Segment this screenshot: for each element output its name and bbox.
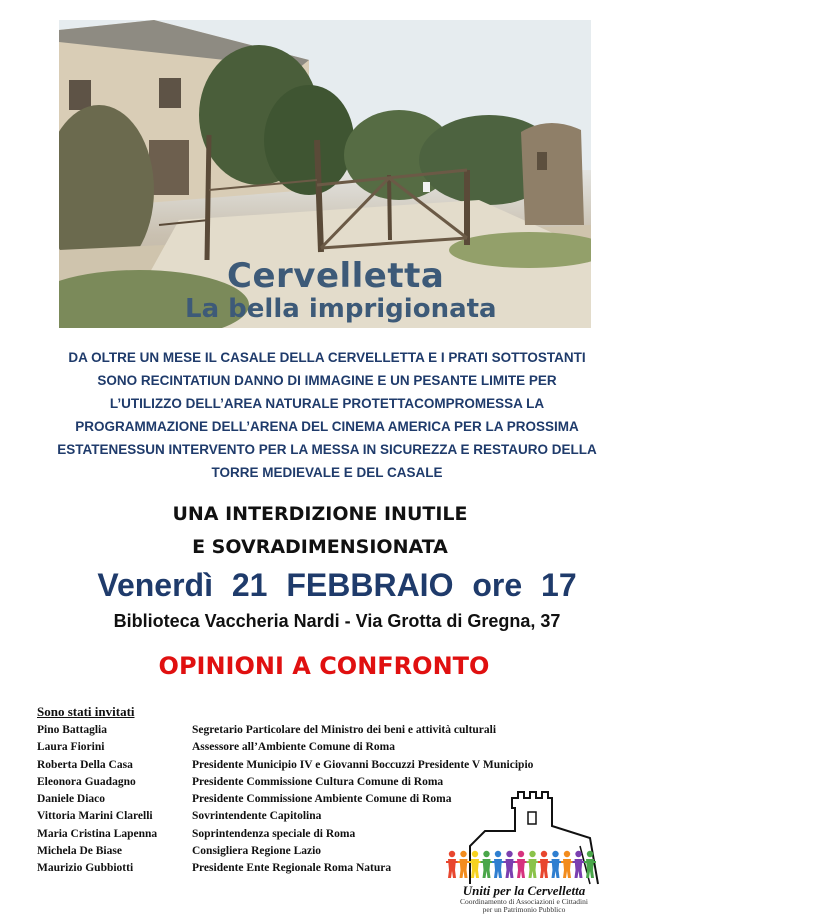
guest-role: Consigliera Regione Lazio (192, 845, 322, 858)
guest-name: Maurizio Gubbiotti (37, 862, 134, 875)
headline-line-2: E SOVRADIMENSIONATA (192, 536, 448, 558)
guest-name: Michela De Biase (37, 845, 122, 858)
invited-title: Sono stati invitati (37, 704, 135, 719)
intro-line: L’UTILIZZO DELL’AREA NATURALE PROTETTACOMPROMESSA LA (109, 396, 545, 411)
guest-name: Roberta Della Casa (37, 758, 133, 771)
person-figure-icon (561, 851, 573, 878)
person-figure-icon (527, 851, 539, 878)
intro-line: PROGRAMMAZIONE DELL’ARENA DEL CINEMA AMERICA PER LA PROSSIMA (75, 419, 579, 434)
logo-name: Uniti per la Cervelletta (462, 883, 586, 898)
guest-row (37, 722, 533, 739)
person-figure-icon (504, 851, 516, 878)
intro-line: ESTATENESSUN INTERVENTO PER LA MESSA IN SICUREZZA E RESTAURO DELLA (57, 442, 597, 457)
person-figure-icon (481, 851, 493, 878)
person-figure-icon (492, 851, 504, 878)
guest-row (37, 757, 533, 774)
person-figure-icon (538, 851, 550, 878)
guest-name: Maria Cristina Lapenna (37, 827, 158, 840)
guest-role: Presidente Ente Regionale Roma Natura (192, 862, 392, 875)
guest-name: Pino Battaglia (37, 724, 107, 736)
logo-subtitle-line: Coordinamento di Associazioni e Cittadini (460, 897, 588, 906)
guest-role: Soprintendenza speciale di Roma (192, 827, 356, 840)
guest-name: Eleonora Guadagno (37, 775, 136, 788)
person-figure-icon (515, 851, 527, 878)
headline (120, 498, 520, 564)
guest-row (37, 739, 533, 756)
guest-role: Sovrintendente Capitolina (192, 810, 322, 823)
photo-title: Cervelletta (227, 256, 445, 296)
intro-paragraph (30, 346, 624, 484)
guest-role: Assessore all’Ambiente Comune di Roma (192, 741, 395, 754)
guest-name: Vittoria Marini Clarelli (37, 810, 153, 823)
guest-name: Daniele Diaco (37, 793, 106, 806)
event-venue: Biblioteca Vaccheria Nardi - Via Grotta di Gregna, 37 (113, 611, 561, 631)
tower-people-logo-icon (440, 786, 608, 886)
event-slogan: OPINIONI A CONFRONTO (158, 652, 490, 680)
logo-subtitle-line: per un Patrimonio Pubblico (482, 904, 566, 914)
guest-role: Presidente Commissione Cultura Comune di Roma (192, 775, 444, 788)
photo-subtitle: La bella imprigionata (185, 294, 497, 324)
people-chain (446, 851, 596, 878)
person-figure-icon (446, 851, 458, 878)
logo-subtitle (440, 898, 608, 913)
guest-role: Presidente Municipio IV e Giovanni Boccuzzi Presidente V Municipio (192, 758, 534, 771)
intro-line: DA OLTRE UN MESE IL CASALE DELLA CERVELLETTA E I PRATI SOTTOSTANTI (68, 350, 586, 365)
guest-role: Segretario Particolare del Ministro dei beni e attività culturali (192, 724, 497, 736)
person-figure-icon (458, 851, 470, 878)
guest-role: Presidente Commissione Ambiente Comune di Roma (192, 793, 452, 806)
event-date: Venerdì 21 FEBBRAIO ore 17 (97, 567, 577, 603)
intro-line: SONO RECINTATIUN DANNO DI IMMAGINE E UN PESANTE LIMITE PER (97, 373, 557, 388)
guest-name: Laura Fiorini (37, 741, 105, 754)
headline-line-1: UNA INTERDIZIONE INUTILE (172, 503, 468, 525)
person-figure-icon (550, 851, 562, 878)
intro-line: TORRE MEDIEVALE E DEL CASALE (211, 465, 443, 480)
association-logo (440, 786, 608, 912)
cover-photo (59, 20, 591, 328)
